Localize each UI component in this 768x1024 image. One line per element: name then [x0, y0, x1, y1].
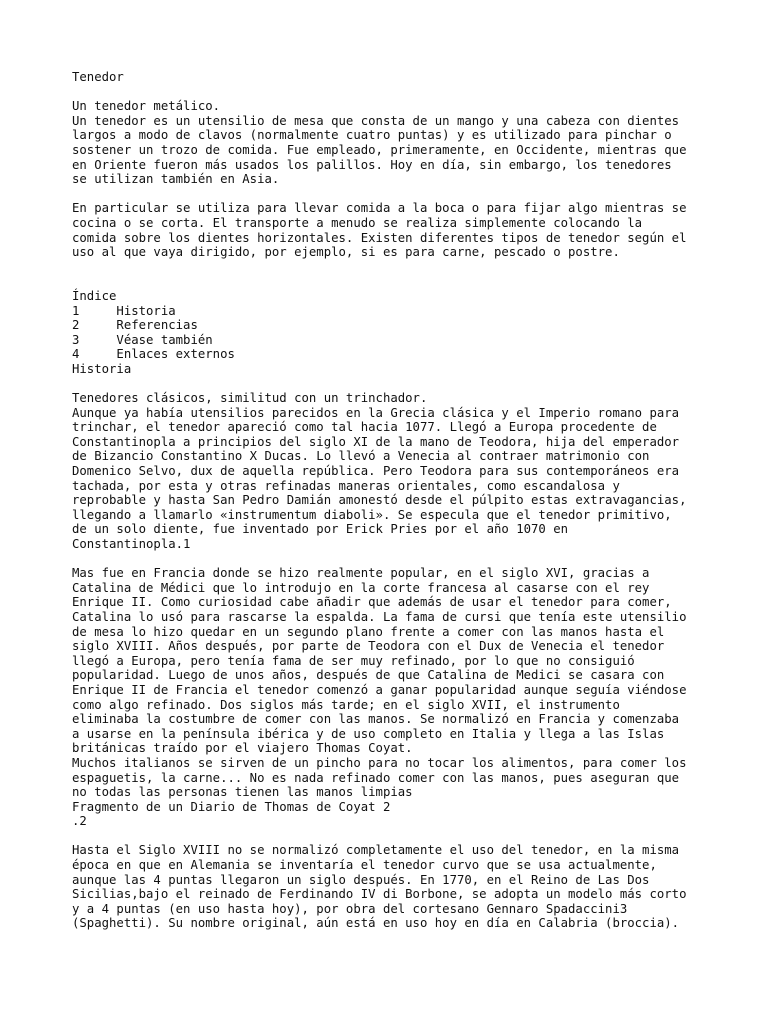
text-line: Aunque ya había utensilios parecidos en la Grecia clásica y el Imperio romano para	[72, 405, 680, 420]
text-line: como algo refinado. Dos siglos más tarde; en el siglo XVII, el instrumento	[72, 697, 620, 712]
text-line: no todas las personas tienen las manos limpias	[72, 785, 413, 800]
text-line: y a 4 puntas (en uso hasta hoy), por obra del cortesano Gennaro Spadaccini3	[72, 901, 628, 916]
text-line: En particular se utiliza para llevar comida a la boca o para fijar algo mientras se	[72, 201, 687, 216]
blank-line	[72, 552, 732, 567]
text-line: Enrique II. Como curiosidad cabe añadir que además de usar el tenedor para comer,	[72, 595, 672, 610]
text-line: Domenico Selvo, dux de aquella república. Pero Teodora para sus contemporáneos era	[72, 464, 680, 479]
text-line: uso al que vaya dirigido, por ejemplo, si es para carne, pescado o postre.	[72, 245, 620, 260]
text-line: llegó a Europa, pero tenía fama de ser muy refinado, por lo que no consiguió	[72, 653, 635, 668]
document-page	[72, 70, 732, 931]
text-line: popularidad. Luego de unos años, después de que Catalina de Medici se casara con	[72, 668, 665, 683]
text-line: Tenedor	[72, 70, 124, 84]
text-line: Catalina lo usó para rascarse la espalda. La fama de cursi que tenía este utensilio	[72, 609, 687, 624]
document-body	[72, 70, 732, 931]
text-line: Enrique II de Francia el tenedor comenzó a ganar popularidad aunque seguía viéndose	[72, 682, 687, 697]
text-line: 3 Véase también	[72, 332, 213, 347]
text-line: 1 Historia	[72, 303, 176, 318]
text-line: reprobable y hasta San Pedro Damián amonestó desde el púlpito estas extravagancias,	[72, 493, 687, 508]
text-line: sostener un trozo de comida. Fue empleado, primeramente, en Occidente, mientras que	[72, 142, 687, 157]
text-line: (Spaghetti). Su nombre original, aún está en uso hoy en día en Calabria (broccia).	[72, 916, 680, 931]
text-line: largos a modo de clavos (normalmente cuatro puntas) y es utilizado para pinchar o	[72, 128, 672, 143]
text-line: se utilizan también en Asia.	[72, 172, 280, 187]
text-line: Un tenedor metálico.	[72, 99, 221, 114]
text-line: siglo XVIII. Años después, por parte de Teodora con el Dux de Venecia el tenedor	[72, 639, 665, 654]
text-line: Un tenedor es un utensilio de mesa que consta de un mango y una cabeza con dientes	[72, 113, 680, 128]
text-line: británicas traído por el viajero Thomas Coyat.	[72, 741, 413, 756]
text-line: de Bizancio Constantino X Ducas. Lo llevó a Venecia al contraer matrimonio con	[72, 449, 650, 464]
text-line: a usarse en la península ibérica y de uso completo en Italia y llega a las Islas	[72, 726, 665, 741]
blank-line	[72, 260, 732, 275]
blank-line	[72, 829, 732, 844]
blank-line	[72, 85, 732, 100]
text-line: Constantinopla.1	[72, 537, 191, 551]
text-line: llegando a llamarlo «instrumentum diaboli». Se especula que el tenedor primitivo,	[72, 507, 672, 522]
text-line: Constantinopla a principios del siglo XI de la mano de Teodora, hija del emperador	[72, 434, 680, 449]
text-line: trinchar, el tenedor apareció como tal hacia 1077. Llegó a Europa procedente de	[72, 420, 657, 435]
text-line: Sicilias,bajo el reinado de Ferdinando IV di Borbone, se adopta un modelo más corto	[72, 887, 687, 902]
text-line: cocina o se corta. El transporte a menudo se realiza simplemente colocando la	[72, 215, 643, 230]
blank-line	[72, 274, 732, 289]
blank-line	[72, 376, 732, 391]
text-line: de un solo diente, fue inventado por Erick Pries por el año 1070 en	[72, 522, 569, 537]
text-line: espaguetis, la carne... No es nada refinado comer con las manos, pues aseguran que	[72, 770, 680, 785]
text-line: en Oriente fueron más usados los palillos. Hoy en día, sin embargo, los tenedores	[72, 157, 672, 172]
text-line: Fragmento de un Diario de Thomas de Coyat 2	[72, 799, 391, 814]
text-line: época en que en Alemania se inventaría el tenedor curvo que se usa actualmente,	[72, 858, 657, 873]
text-line: comida sobre los dientes horizontales. Existen diferentes tipos de tenedor según el	[72, 230, 687, 245]
text-line: Catalina de Médici que lo introdujo en la corte francesa al casarse con el rey	[72, 580, 650, 595]
text-line: Hasta el Siglo XVIII no se normalizó completamente el uso del tenedor, en la misma	[72, 843, 680, 858]
text-line: 4 Enlaces externos	[72, 347, 235, 362]
text-line: aunque las 4 puntas llegaron un siglo después. En 1770, en el Reino de Las Dos	[72, 872, 650, 887]
blank-line	[72, 187, 732, 202]
text-line: .2	[72, 814, 87, 829]
text-line: Índice	[72, 288, 117, 303]
text-line: Historia	[72, 361, 132, 376]
text-line: de mesa lo hizo quedar en un segundo plano frente a comer con las manos hasta el	[72, 624, 665, 639]
text-line: Mas fue en Francia donde se hizo realmente popular, en el siglo XVI, gracias a	[72, 566, 650, 581]
text-line: eliminaba la costumbre de comer con las manos. Se normalizó en Francia y comenzaba	[72, 712, 680, 727]
text-line: Tenedores clásicos, similitud con un trinchador.	[72, 391, 428, 406]
text-line: Muchos italianos se sirven de un pincho para no tocar los alimentos, para comer los	[72, 755, 687, 770]
text-line: tachada, por esta y otras refinadas maneras orientales, como escandalosa y	[72, 478, 620, 493]
text-line: 2 Referencias	[72, 318, 198, 333]
